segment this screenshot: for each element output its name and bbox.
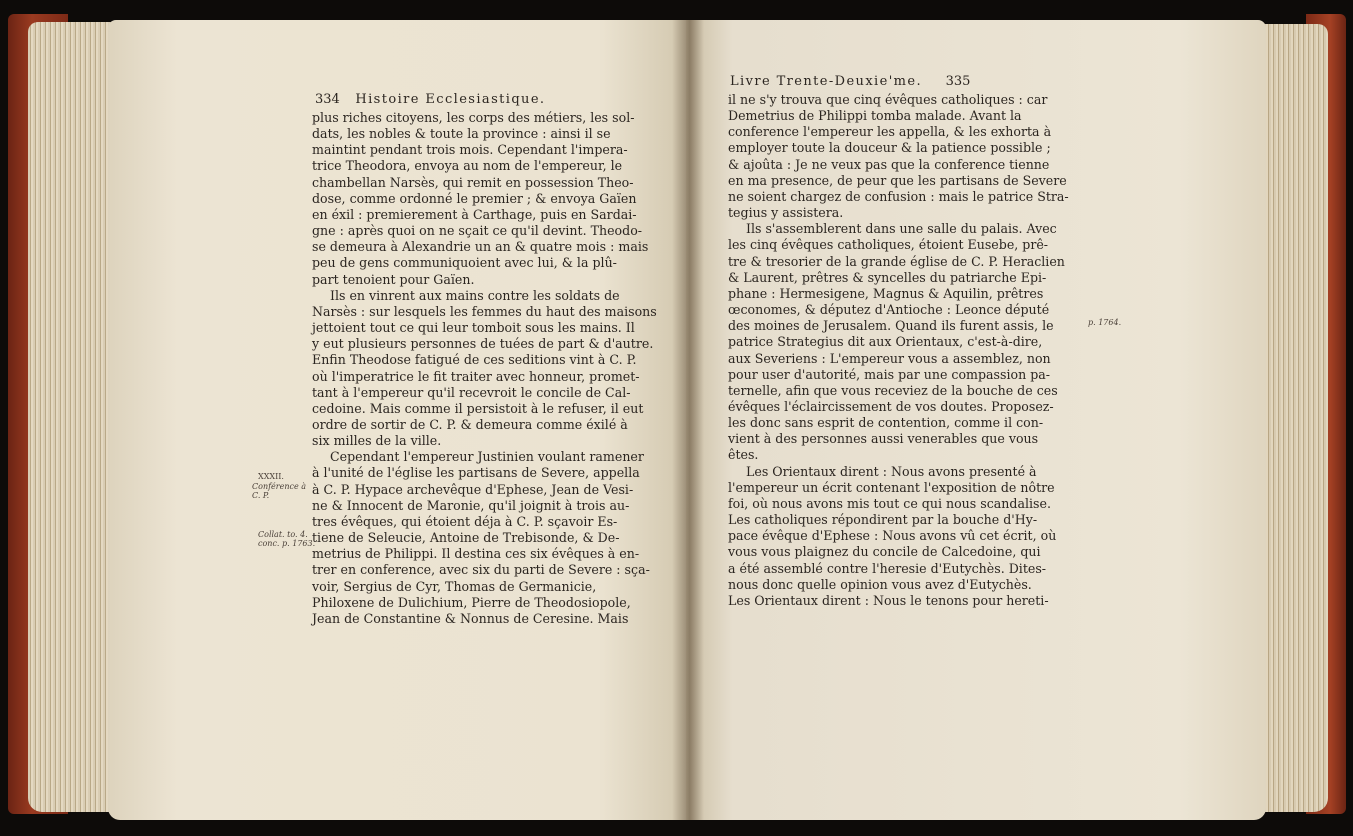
text-line: chambellan Narsès, qui remit en possession Theo- — [312, 174, 634, 190]
text-line: & ajoûta : Je ne veux pas que la conference tienne — [728, 156, 1050, 172]
text-line: gne : après quoi on ne sçait ce qu'il devint. Theodo- — [312, 223, 643, 239]
text-line: êtes. — [728, 447, 759, 463]
page-edges-right — [1256, 24, 1328, 812]
text-line: plus riches citoyens, les corps des métiers, les sol- — [312, 110, 635, 125]
text-line: y eut plusieurs personnes de tuées de part & d'autre. — [312, 336, 654, 352]
text-line: metrius de Philippi. Il destina ces six évêques à en- — [312, 546, 640, 562]
text-line: nous donc quelle opinion vous avez d'Eutychès. — [728, 576, 1032, 592]
paragraph — [728, 221, 1080, 463]
text-line: les donc sans esprit de contention, comme il con- — [728, 415, 1044, 431]
text-line: patrice Strategius dit aux Orientaux, c'est-à-dire, — [728, 334, 1043, 350]
text-line: trer en conference, avec six du parti de Severe : sça- — [312, 562, 650, 578]
paragraph — [312, 110, 664, 288]
text-line: trice Theodora, envoya au nom de l'empereur, le — [312, 158, 623, 174]
text-line: aux Severiens : L'empereur vous a assemblez, non — [728, 350, 1051, 366]
text-line: Ils en vinrent aux mains contre les soldats de — [330, 287, 620, 303]
text-line: Narsès : sur lesquels les femmes du haut des maisons — [312, 303, 657, 319]
text-line: dose, comme ordonné le premier ; & envoya Gaïen — [312, 190, 637, 206]
paragraph — [312, 449, 664, 627]
margin-chapter-number: XXXII. — [258, 472, 284, 481]
text-line: en éxil : premierement à Carthage, puis en Sardai- — [312, 206, 637, 222]
left-running-title: Histoire Ecclesiastique. — [355, 92, 546, 107]
text-line: & Laurent, prêtres & syncelles du patriarche Epi- — [728, 269, 1047, 285]
text-line: les cinq évêques catholiques, étoient Eusebe, prê- — [728, 237, 1049, 253]
text-line: ternelle, afin que vous receviez de la bouche de ces — [728, 382, 1058, 398]
text-line: ordre de sortir de C. P. & demeura comme éxilé à — [312, 416, 628, 432]
left-text-column — [312, 110, 664, 627]
right-page-number: 335 — [945, 74, 971, 89]
text-line: pace évêque d'Ephese : Nous avons vû cet écrit, où — [728, 528, 1057, 544]
margin-chapter-title: Conférence à C. P. — [252, 482, 307, 500]
text-line: phane : Hermesigene, Magnus & Aquilin, prêtres — [728, 285, 1044, 301]
text-line: où l'imperatrice le fit traiter avec honneur, promet- — [312, 368, 640, 384]
text-line: Les catholiques répondirent par la bouche d'Hy- — [728, 512, 1038, 528]
text-line: voir, Sergius de Cyr, Thomas de Germanicie, — [312, 578, 597, 594]
text-line: vient à des personnes aussi venerables que vous — [728, 431, 1039, 447]
left-running-head — [315, 92, 545, 107]
right-text-column — [728, 92, 1080, 609]
text-line: tre & tresorier de la grande église de C. P. Heraclien — [728, 253, 1065, 269]
open-book — [8, 14, 1346, 832]
text-line: tegius y assistera. — [728, 205, 844, 221]
text-line: conference l'empereur les appella, & les exhorta à — [728, 124, 1052, 140]
text-line: cedoine. Mais comme il persistoit à le refuser, il eut — [312, 400, 644, 416]
text-line: l'empereur un écrit contenant l'exposition de nôtre — [728, 479, 1055, 495]
left-page-number: 334 — [315, 92, 340, 107]
text-line: il ne s'y trouva que cinq évêques catholiques : car — [728, 92, 1048, 107]
text-line: tres évêques, qui étoient déja à C. P. sçavoir Es- — [312, 513, 618, 529]
text-line: œconomes, & députez d'Antioche : Leonce député — [728, 302, 1050, 318]
text-line: Jean de Constantine & Nonnus de Ceresine. Mais — [312, 610, 629, 626]
text-line: jettoient tout ce qui leur tomboit sous les mains. Il — [312, 320, 635, 336]
text-line: des moines de Jerusalem. Quand ils furent assis, le — [728, 318, 1054, 334]
text-line: vous vous plaignez du concile de Calcedoine, qui — [728, 544, 1041, 560]
text-line: a été assemblé contre l'heresie d'Eutychès. Dites- — [728, 560, 1047, 576]
text-line: employer toute la douceur & la patience possible ; — [728, 140, 1051, 156]
text-line: peu de gens communiquoient avec lui, & la plû- — [312, 255, 617, 271]
paragraph — [312, 288, 664, 450]
text-line: tiene de Seleucie, Antoine de Trebisonde, & De- — [312, 530, 620, 546]
text-line: tant à l'empereur qu'il recevroit le concile de Cal- — [312, 384, 631, 400]
text-line: Les Orientaux dirent : Nous le tenons pour hereti- — [728, 592, 1049, 608]
text-line: foi, où nous avons mis tout ce qui nous scandalise. — [728, 495, 1051, 511]
text-line: Demetrius de Philippi tomba malade. Avant la — [728, 108, 1022, 124]
text-line: Ils s'assemblerent dans une salle du palais. Avec — [746, 221, 1057, 237]
text-line: pour user d'autorité, mais par une compassion pa- — [728, 366, 1051, 382]
right-running-head — [730, 74, 970, 89]
text-line: six milles de la ville. — [312, 433, 442, 449]
text-line: Les Orientaux dirent : Nous avons presenté à — [746, 463, 1037, 479]
text-line: à C. P. Hypace archevêque d'Ephese, Jean de Vesi- — [312, 481, 634, 497]
text-line: Enfin Theodose fatigué de ces seditions vint à C. P. — [312, 352, 637, 368]
text-line: ne soient chargez de confusion : mais le patrice Stra- — [728, 188, 1069, 204]
text-line: évêques l'éclaircissement de vos doutes. Proposez- — [728, 398, 1054, 414]
text-line: part tenoient pour Gaïen. — [312, 271, 475, 287]
text-line: se demeura à Alexandrie un an & quatre mois : mais — [312, 239, 649, 255]
text-line: en ma presence, de peur que les partisans de Severe — [728, 172, 1067, 188]
margin-page-reference: p. 1764. — [1088, 318, 1122, 327]
margin-reference: Collat. to. 4. conc. p. 1763. — [258, 530, 316, 548]
text-line: ne & Innocent de Maronie, qu'il joignit à trois au- — [312, 497, 630, 513]
text-line: Philoxene de Dulichium, Pierre de Theodosiopole, — [312, 594, 631, 610]
page-edges-left — [28, 22, 118, 812]
paragraph — [728, 464, 1080, 609]
book-gutter — [672, 20, 704, 820]
right-running-title: Livre Trente-Deuxie'me. — [730, 74, 923, 89]
text-line: à l'unité de l'église les partisans de Severe, appella — [312, 465, 640, 481]
text-line: maintint pendant trois mois. Cependant l'impera- — [312, 142, 628, 158]
text-line: dats, les nobles & toute la province : ainsi il se — [312, 126, 611, 142]
text-line: Cependant l'empereur Justinien voulant ramener — [330, 449, 644, 465]
paragraph — [728, 92, 1080, 221]
